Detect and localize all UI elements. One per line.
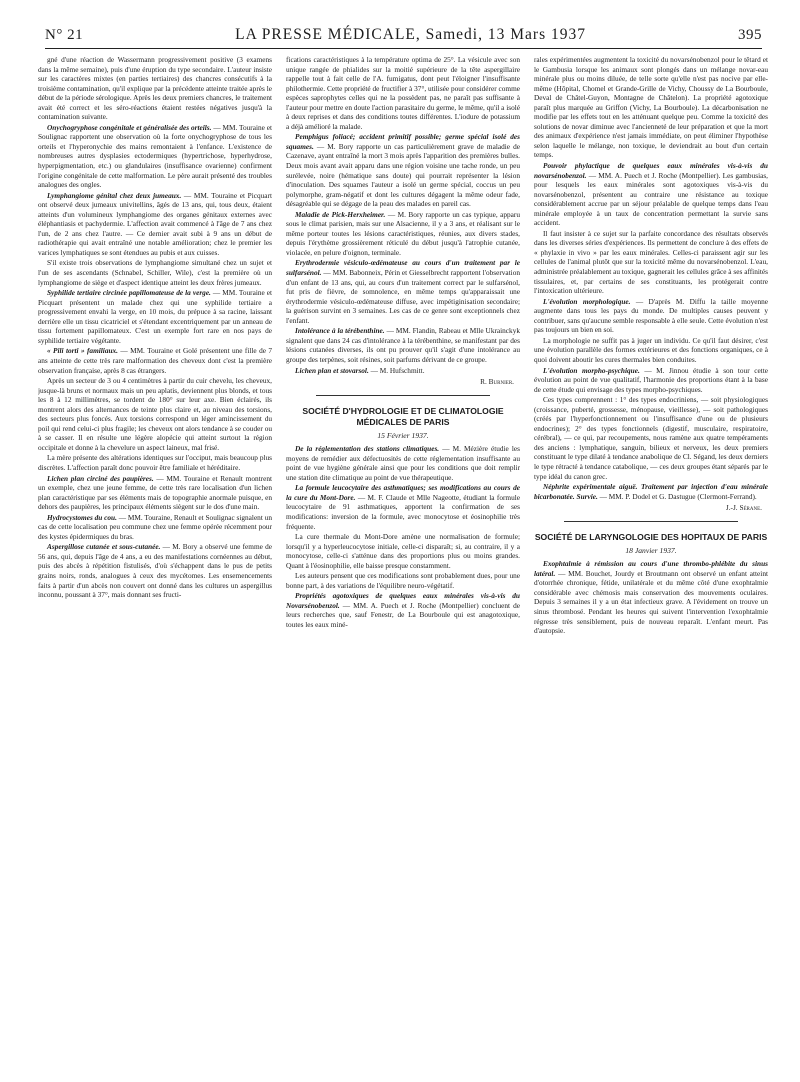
column-3: [534, 55, 768, 1074]
paragraph-text: — M. Jinnou étudie à son tour cette évolution au point de vue qualitatif, l'harmonie des proportions étant à la base de cette étude qui envisage des types morpho-psychiques.: [534, 365, 768, 394]
paragraph: [38, 474, 272, 512]
paragraph: [534, 559, 768, 635]
paragraph-text: — MM. A. Puech et J. Roche (Montpellier) concluent de leurs recherches que, sauf Fenestr, de La Bourboule qui est anagotoxique, toutes les eaux miné-: [286, 600, 520, 629]
paragraph-text: — MM. Bouchet, Jourdy et Broutmann ont observé un enfant atteint d'otorrhée chronique, fétide, unilatérale et du même côté d'une exophtalmie considérable avec chémosis mais conservation des mouvements oculaires. Depuis 3 semaines il y a un état infectieux grave. A l'évidement on trouve un sinus thrombosé. Pendant les heures qui suivent l'intervention l'exophtalmie régresse très sensiblement, puis de nouveau reparaît. L'enfant meurt. Pas d'autopsie.: [534, 568, 768, 636]
paragraph: [286, 591, 520, 629]
paragraph: [286, 571, 520, 590]
column-3-laryngologie: [534, 559, 768, 635]
column-1: [38, 55, 272, 1074]
paragraph-text: — M. F. Claude et Mlle Nageotte, étudiant la formule leucocytaire de 91 asthmatiques, apportent la confirmation de ses modifications: inversion de la formule, avec monocytose et éosinophilie très fréquente.: [286, 492, 520, 531]
paragraph-text: — MM. Touraine et Renault montrent un exemple, chez une jeune femme, de cette très rare localisation d'un lichen plan caractéristique par ses éléments mais de topographie anormale puisque, en dehors des paupières, les principaux éléments siègent sur le dos d'une main.: [38, 473, 272, 512]
paragraph: [286, 210, 520, 258]
paragraph-text: rales expérimentées augmentent la toxicité du novarsénobenzol pour le têtard et le Gambusia lorsque les animaux sont plongés dans un mélange novar-eau minérale plus ou moins diluée, de telle sorte qu'elle n'est pas nocive par elle-même (Hôpital, Chomel et Grande-Grille de Vichy, Choussy de La Bourboule, Deval de Châtel-Guyon, Montagne de Châtelon). La propriété agotoxique paraît plus marquée au Griffon (Vichy, La Bourboule). La décarbonisation ne modifie par les effets tout en les atténuant quelque peu. Comme la toxicité des solutions de novar diminue avec l'ancienneté de leur préparation et que la mort des animaux d'expérience n'est jamais immédiate, on peut éliminer l'hypothèse selon laquelle le mélange, non toxique, le deviendrait au bout d'un certain temps.: [534, 55, 768, 160]
paragraph: [38, 288, 272, 345]
paragraph: [286, 132, 520, 208]
report-heading: « Pili torti » familiaux.: [47, 346, 118, 356]
paragraph: [534, 229, 768, 296]
paragraph: [38, 55, 272, 122]
paragraph: [534, 366, 768, 395]
report-heading: La formule leucocytaire des asthmatiques; ses modifications au cours de la cure du Mont-Dore.: [286, 483, 520, 502]
paragraph: [286, 258, 520, 325]
society-hydrologie-date: 15 Février 1937.: [377, 430, 429, 440]
report-heading: Pemphigus foliacé; accident primitif possible; germe spécial isolé des squames.: [286, 132, 520, 151]
society-laryngologie-date: 18 Janvier 1937.: [625, 545, 677, 555]
report-heading: L'évolution morphologique.: [543, 296, 631, 306]
paragraph-text: Il faut insister à ce sujet sur la parfaite concordance des résultats observés dans les diverses séries d'expériences. Ils permettent de conclure à des effets de « phylaxie in vivo » par les eaux minérales. Celles-ci paraissent agir sur les cellules de l'animal plutôt que sur la toxicité même du novarsénobenzol. L'eau, administrée préalablement au toxique, gagnerait les cellules grâce à ses affinités tissulaires, et, par certains de ses constituants, les protégerait contre l'intoxication ultérieure.: [534, 228, 768, 296]
report-heading: Syphilide tertiaire circinée papillomateuse de la verge.: [47, 288, 211, 298]
paragraph: [38, 542, 272, 599]
paragraph-text: La morphologie ne suffit pas à juger un individu. Ce qu'il faut désirer, c'est une évolution parallèle des formes extérieures et des fonctions organiques, ce à quoi doivent aboutir les cures thermales bien conduites.: [534, 335, 768, 364]
paragraph-text: — MM. A. Puech et J. Roche (Montpellier). Les gambusias, pour lesquels les eaux minérales sont agotoxiques vis-à-vis du novarsénobenzol, présentent au contraire une résistance au toxique considérablement accrue par un séjour préalable de quelque temps dans l'eau minérale employée à un taux de concentration permettant la survie sans accident.: [534, 170, 768, 228]
report-heading: Lymphangiome génital chez deux jumeaux.: [47, 190, 182, 200]
paragraph-text: — M. Mézière étudie les moyens de remédier aux défectuosités de cette réglementation insuffisante au point de vue hygiène générale ainsi que pour les conditions que doit remplir une station dite climatique au point de vue thérapeutique.: [286, 444, 520, 482]
signature-burnier: R. Burnier.: [480, 377, 514, 387]
paragraph: [534, 336, 768, 365]
report-heading: Exophtalmie à rémission au cours d'une thrombo-phlébite du sinus latéral.: [534, 559, 768, 578]
paragraph-text: — MM. Touraine et Soulignac rapportent une observation où la forte onychogryphose de tous les orteils et l'hyperonychie des mains remontaient à l'enfance. L'existence de nombreuses autres dysplasies ectodermiques (hypertrichose, hyperhydrose, hyperpigmentation, etc.) ou glandulaires (insuffisance ovarienne) confirment l'origine congénitale de cette malformation. Le père aurait présenté des troubles analogues des ongles.: [38, 122, 272, 190]
paragraph: [38, 191, 272, 258]
paragraph-text: S'il existe trois observations de lymphangiome simultané chez un sujet et l'un de ses ascendants (Schnabel, Schiller, Wile), c'est la première où un lymphangiome de siège et d'aspect identique atteint les deux frères jumeaux.: [38, 258, 272, 287]
paragraph-text: — MM. Touraine et Picquart présentent un malade chez qui une syphilide tertiaire a progressivement envahi la verge, en 10 mois, du prépuce à sa racine, laissant derrière elle un tissu cicatriciel et s'étendant excentriquement par un anneau de tissu fortement papillomateux. C'est un exemple fort rare en nos pays de syphilide tertiaire végétante.: [38, 288, 272, 345]
issue-number: N° 21: [45, 26, 84, 43]
paragraph-text: — M. Hufschmitt.: [368, 365, 425, 375]
report-heading: L'évolution morpho-psychique.: [543, 365, 640, 375]
column-2-reports: [286, 55, 520, 375]
column-2: [286, 55, 520, 1074]
paragraph-text: La cure thermale du Mont-Dore amène une normalisation de formule; lorsqu'il y a hyperleucocytose initiale, celle-ci disparaît; si, au contraire, il y a monocytose, celle-ci s'atténue dans des proportions plus ou moins grandes. Quant à l'éosinophilie, elle baisse presque constamment.: [286, 532, 520, 570]
paragraph-text: — MM. Babonneix, Périn et Giesselbrecht rapportent l'observation d'un enfant de 13 ans, qui, au cours d'un traitement correct par le sulfarsénol, fut pris de fièvre, de somnolence, en même temps qu'apparaissait une érythrodermie vésiculo-œdémateuse diffuse, avec impétiginisation secondaire; la guérison survint en 3 semaines. Les cas de ce genre sont exceptionnels chez l'enfant.: [286, 268, 520, 325]
paragraph-text: Ces types comprennent : 1° des types endocriniens, — soit physiologiques (croissance, puberté, grossesse, ménopause, vieillesse), — soit pathologiques (créés par l'hyperfonctionnement ou l'insuffisance d'une ou de plusieurs endocrines); 2° des types fonctionnels (digestif, musculaire, respiratoire, cérébral), — ce qui, par recoupements, nous ramène aux quatre tempéraments des anciens : lymphatique, sanguin, bilieux et nerveux, les deux premiers constituant le type dilaté à tendance anabolique de Cl. Ségand, les deux derniers le type rétracté à tendance catabolique, — ces deux groupes étant séparés par le type idéal du canon grec.: [534, 395, 768, 481]
society-hydrologie-title: SOCIÉTÉ D'HYDROLOGIE ET DE CLIMATOLOGIE MÉDICALES DE PARIS: [302, 405, 504, 427]
paragraph: [286, 444, 520, 482]
report-heading: Propriétés agotoxiques de quelques eaux minérales vis-à-vis du Novarsénobenzol.: [286, 591, 520, 610]
paragraph: [286, 326, 520, 364]
paragraph-text: Après un secteur de 3 ou 4 centimètres à partir du cuir chevelu, les cheveux, jusque-là bruns et normaux mais un peu aplatis, deviennent plus blonds, et tous les 8 à 12 millimètres, se tordent de 180° sur leur axe. Bien éclairés, ils montrent alors des alternances de teinte plus claire et, au niveau des torsions, des secteurs plus foncés. Aux torsions correspond un léger amincissement du poil qui rend celui-ci plus fragile; les cheveux ont alors tendance à se couder ou à se casser. Il en résulte une légère alopécie qui atteint surtout la région occipitale et donne à la chevelure un aspect laineux, mal frisé.: [38, 376, 272, 452]
report-heading: Maladie de Pick-Herxheimer.: [295, 209, 386, 219]
report-heading: De la réglementation des stations climatiques.: [295, 444, 440, 454]
column-2-hydrologie: [286, 444, 520, 629]
report-heading: Néphrite expérimentale aiguë. Traitement par injection d'eau minérale bicarbonatée. Survie.: [534, 482, 768, 501]
paragraph-text: — MM. Touraine et Golé présentent une fille de 7 ans atteinte de cette très rare malformation des cheveux dont c'est la première observation française, après 8 cas étrangers.: [38, 346, 272, 375]
paragraph-text: — MM. Flandin, Rabeau et Mlle Ukrainckyk signalent que dans 24 cas d'intolérance à la térébenthine, se manifestant par des lésions cutanées diverses, ils ont pu prouver qu'il s'agit d'une intolérance au groupe des terpènes, soit résines, soit parfums dérivant de ce groupe.: [286, 326, 520, 364]
section-divider: [316, 395, 490, 396]
paragraph: [534, 297, 768, 335]
paragraph-text: — D'après M. Diffu la taille moyenne augmente dans tous les pays du monde. De multiples causes peuvent y contribuer, sans qu'aucune semble responsable à elle seule. Cette évolution n'est pas toujours un bien en soi.: [534, 296, 768, 335]
paragraph-text: — MM. Touraine, Renault et Soulignac signalent un cas de cette localisation peu commune chez une femme opérée récemment pour des kystes épidermiques du bras.: [38, 512, 272, 541]
paragraph: [38, 346, 272, 375]
article-columns: [38, 55, 768, 1074]
paragraph-text: — MM. P. Dodel et G. Dastugue (Clermont-Ferrand).: [597, 491, 757, 501]
signature-serane: J.-J. Sérane.: [725, 503, 762, 513]
paragraph: [286, 532, 520, 570]
column-3-hydrologie: [534, 55, 768, 501]
journal-title: LA PRESSE MÉDICALE, Samedi, 13 Mars 1937: [235, 26, 586, 43]
paragraph: [286, 366, 520, 376]
paragraph: [534, 55, 768, 160]
paragraph: [534, 161, 768, 228]
paragraph: [286, 55, 520, 131]
section-divider: [564, 521, 738, 522]
paragraph: [38, 376, 272, 452]
paragraph: [38, 513, 272, 542]
report-heading: Aspergillose cutanée et sous-cutanée.: [47, 542, 161, 552]
society-laryngologie-title: SOCIÉTÉ DE LARYNGOLOGIE DES HOPITAUX DE PARIS: [534, 531, 768, 542]
report-heading: Onychogryphose congénitale et généralisée des orteils.: [47, 122, 212, 132]
report-heading: Hydrocystomes du cou.: [47, 512, 117, 522]
paragraph-text: fications caractéristiques à la température optima de 25°. La vésicule avec son unique rangée de phialides sur la moitié supérieure de la tête aspergillaire rappelle tout à fait celle de l'A. fumigatus, dont peut l'éloigner l'insuffisante philothermie. Cette propriété de fructifier à 37°, utilisée pour considérer comme espèces saprophytes celles qui ne la possèdent pas, ne paraît pas suffisante à l'auteur pour mettre en doute l'action parasitaire du germe, le même, qu'il a isolé à deux reprises et dans des conditions toutes différentes. L'iodure de potassium a déjà amélioré la malade.: [286, 55, 520, 131]
paragraph: [38, 123, 272, 190]
paragraph-text: — M. Bory rapporte un cas typique, apparu sous le climat parisien, mais sur une Alsacienne, il y a 3 ans, et réalisant sur le même porteur toutes les lésions caractéristiques, réunies, aux divers stades, depuis l'érythème grossièrement réticulé du début jusqu'à l'atrophie cutanée, violacée, en pelure d'oignon, terminale.: [286, 209, 520, 257]
paragraph: [286, 483, 520, 531]
paragraph-text: Les auteurs pensent que ces modifications sont probablement dues, pour une bonne part, à des variations de l'équilibre neuro-végétatif.: [286, 571, 520, 590]
paragraph: [38, 453, 272, 472]
paragraph-text: — M. Bory rapporte un cas particulièrement grave de maladie de Cazenave, ayant entraîné la mort 3 mois après l'apparition des premières bulles. Deux mois avant avait apparu dans une région voisine une tache ronde, un peu surélevée, noire (hématique sans doute) qui pourrait représenter la lésion d'inoculation. Des squames l'auteur a isolé un germe spécial, coccus un peu polymorphe, gram-négatif et dont les cultures dégagent la même odeur fade, désagréable qui se dégage de la peau des malades en pareil cas.: [286, 141, 520, 209]
paragraph: [534, 482, 768, 501]
report-heading: Intolérance à la térébenthine.: [295, 326, 385, 336]
paragraph-text: — M. Bory a observé une femme de 56 ans, qui, depuis l'âge de 4 ans, a eu des manifestations cornéennes au début, puis des abcès à répétition fistulisés, d'où s'échappent dans le pus de petits grains noirs, ronds, analogues à ceux des mycétomes. Les ensemencements faits à partir d'un abcès non couvert ont donné dans les cultures un aspergillus inconnu, poussant à 37°, mais donnant ses fructi-: [38, 542, 272, 600]
report-heading: Pouvoir phylactique de quelques eaux minérales vis-à-vis du novarsénobenzol.: [534, 161, 768, 180]
report-heading: Lichen plan et stovarsol.: [295, 365, 369, 375]
page-header: [45, 22, 762, 49]
paragraph: [38, 258, 272, 287]
report-heading: Erythrodermie vésiculo-œdémateuse au cours d'un traitement par le sulfarsénol.: [286, 258, 520, 278]
paragraph: [534, 395, 768, 481]
paragraph-text: — MM. Touraine et Picquart ont observé deux jumeaux univitellins, âgés de 13 ans, qui, tous deux, étaient atteints d'un volumineux lymphangiome des organes génitaux externes avec éléphantiasis et pachydermie. L'affection avait commencé à l'âge de 7 ans chez l'un, de 2 ans chez l'autre. — Ce dernier avait subi à 9 ans un début de radiothérapie qui avait entraîné une notable amélioration; chez le premier les varices lymphatiques se sont étendues au pubis et aux cuisses.: [38, 190, 272, 257]
report-heading: Lichen plan circiné des paupières.: [47, 473, 154, 483]
paragraph-text: La mère présente des altérations identiques sur l'occiput, mais beaucoup plus discrètes. L'affection paraît donc pouvoir être familiale et héréditaire.: [38, 453, 272, 472]
page-number: 395: [738, 26, 762, 43]
paragraph-text: gné d'une réaction de Wassermann progressivement positive (3 examens dans la même semaine), puis d'une éruption du type secondaire. L'auteur insiste sur les caractères mixtes (en parties tertiaires) des chancres consécutifs à la troisième contamination, qu'il explique par la précédente atteinte traitée après le début de la période sérologique. Après les deux premiers chancres, le traitement avait été correct et les séro-réactions étaient restées négatives jusqu'à la contamination suivante.: [38, 55, 272, 122]
